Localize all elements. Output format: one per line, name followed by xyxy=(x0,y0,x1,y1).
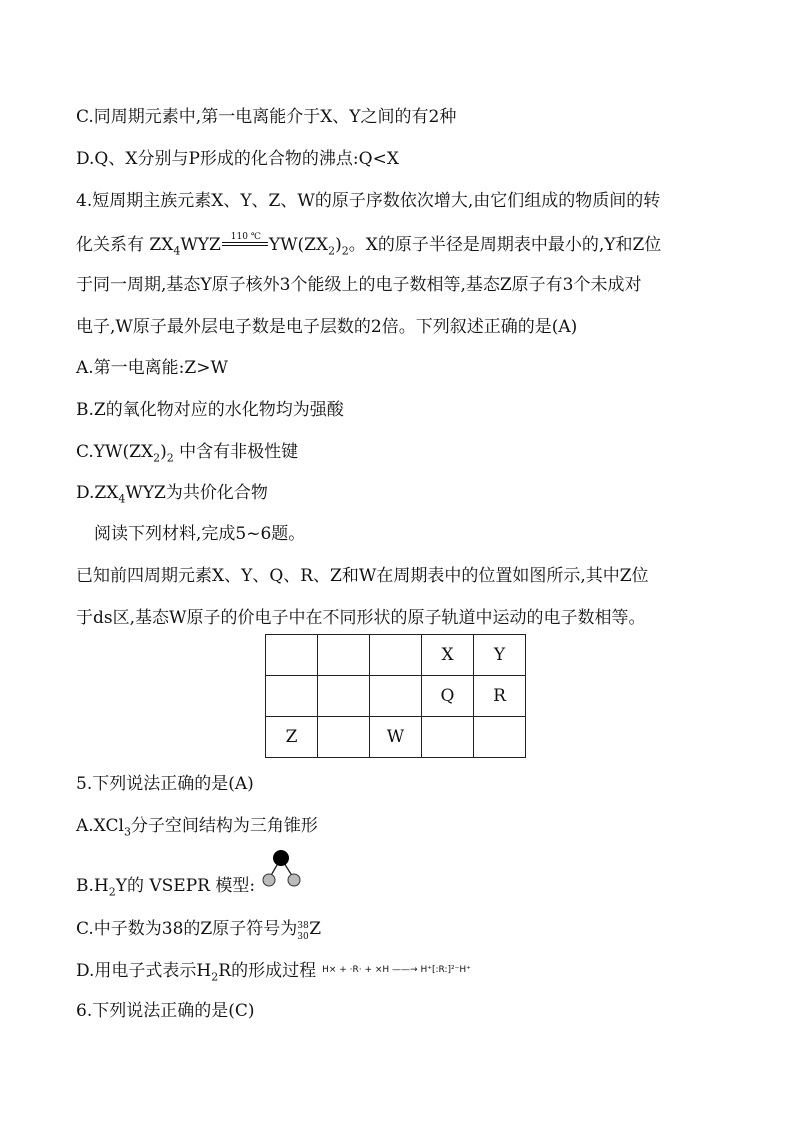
table-cell: Y xyxy=(474,635,526,676)
question-5-option-c: C.中子数为38的Z原子符号为 38 30 Z xyxy=(76,919,322,942)
electron-formula: H× + ·R· + ×H ——→ H⁺[:R:]²⁻H⁺ xyxy=(322,965,471,975)
question-5-stem: 5.下列说法正确的是(A) xyxy=(76,774,254,794)
table-cell: Z xyxy=(266,717,318,758)
question-4-option-c: $C.YW(ZX_2)_2$ 中含有非极性键 xyxy=(76,442,299,465)
material-line-1: 已知前四周期元素X、Y、Q、R、Z和W在周期表中的位置如图所示,其中Z位 xyxy=(76,566,649,586)
table-cell xyxy=(318,717,370,758)
table-cell xyxy=(318,676,370,717)
reading-instruction: 阅读下列材料,完成5~6题。 xyxy=(94,524,306,544)
material-line-2: 于ds区,基态W原子的价电子中在不同形状的原子轨道中运动的电子数相等。 xyxy=(76,608,646,628)
question-4-option-d: $D.ZX_4WYZ$为共价化合物 xyxy=(76,483,268,506)
option-c-line: C.同周期元素中,第一电离能介于X、Y之间的有2种 xyxy=(76,107,457,127)
question-5-option-a: A.XCl$_3$分子空间结构为三角锥形 xyxy=(76,816,318,839)
table-row xyxy=(266,717,526,758)
question-5-option-d: D.用电子式表示$H_2R$的形成过程 H× + ·R· + ×H ——→ H⁺[:R:]²⁻H⁺ xyxy=(76,961,471,984)
table-cell xyxy=(370,676,422,717)
table-cell: Q xyxy=(422,676,474,717)
question-6-stem: 6.下列说法正确的是(C) xyxy=(76,1001,255,1021)
table-row xyxy=(266,635,526,676)
table-cell xyxy=(266,676,318,717)
table-cell xyxy=(474,717,526,758)
question-4-option-a: A.第一电离能:Z>W xyxy=(76,358,228,378)
table-cell: R xyxy=(474,676,526,717)
reaction-arrow: 110 ℃ xyxy=(222,232,268,254)
nuclide-notation: 38 30 xyxy=(297,921,309,942)
periodic-table-fragment xyxy=(265,634,526,758)
table-cell xyxy=(318,635,370,676)
question-4-option-b: B.Z的氧化物对应的水化物均为强酸 xyxy=(76,400,344,420)
option-d-line: D.Q、X分别与P形成的化合物的沸点:Q<X xyxy=(76,149,399,169)
question-5-option-b: $B.H_2Y$的 VSEPR 模型: xyxy=(76,876,256,899)
question-4-line-3: 于同一周期,基态Y原子核外3个能级上的电子数相等,基态Z原子有3个未成对 xyxy=(76,275,642,295)
table-cell: X xyxy=(422,635,474,676)
vsepr-model-diagram xyxy=(256,848,306,890)
table-cell xyxy=(370,635,422,676)
table-row xyxy=(266,676,526,717)
question-4-line-2: 化关系有 $ZX_4WYZ$ 110 ℃ $YW(ZX_2)_2$。X的原子半径是周期表中最小的,Y和Z位 xyxy=(76,232,662,258)
table-cell xyxy=(266,635,318,676)
question-4-line-1: 4.短周期主族元素X、Y、Z、W的原子序数依次增大,由它们组成的物质间的转 xyxy=(76,191,661,211)
table-cell xyxy=(422,717,474,758)
table-cell: W xyxy=(370,717,422,758)
question-4-line-4: 电子,W原子最外层电子数是电子层数的2倍。下列叙述正确的是(A) xyxy=(76,317,578,337)
